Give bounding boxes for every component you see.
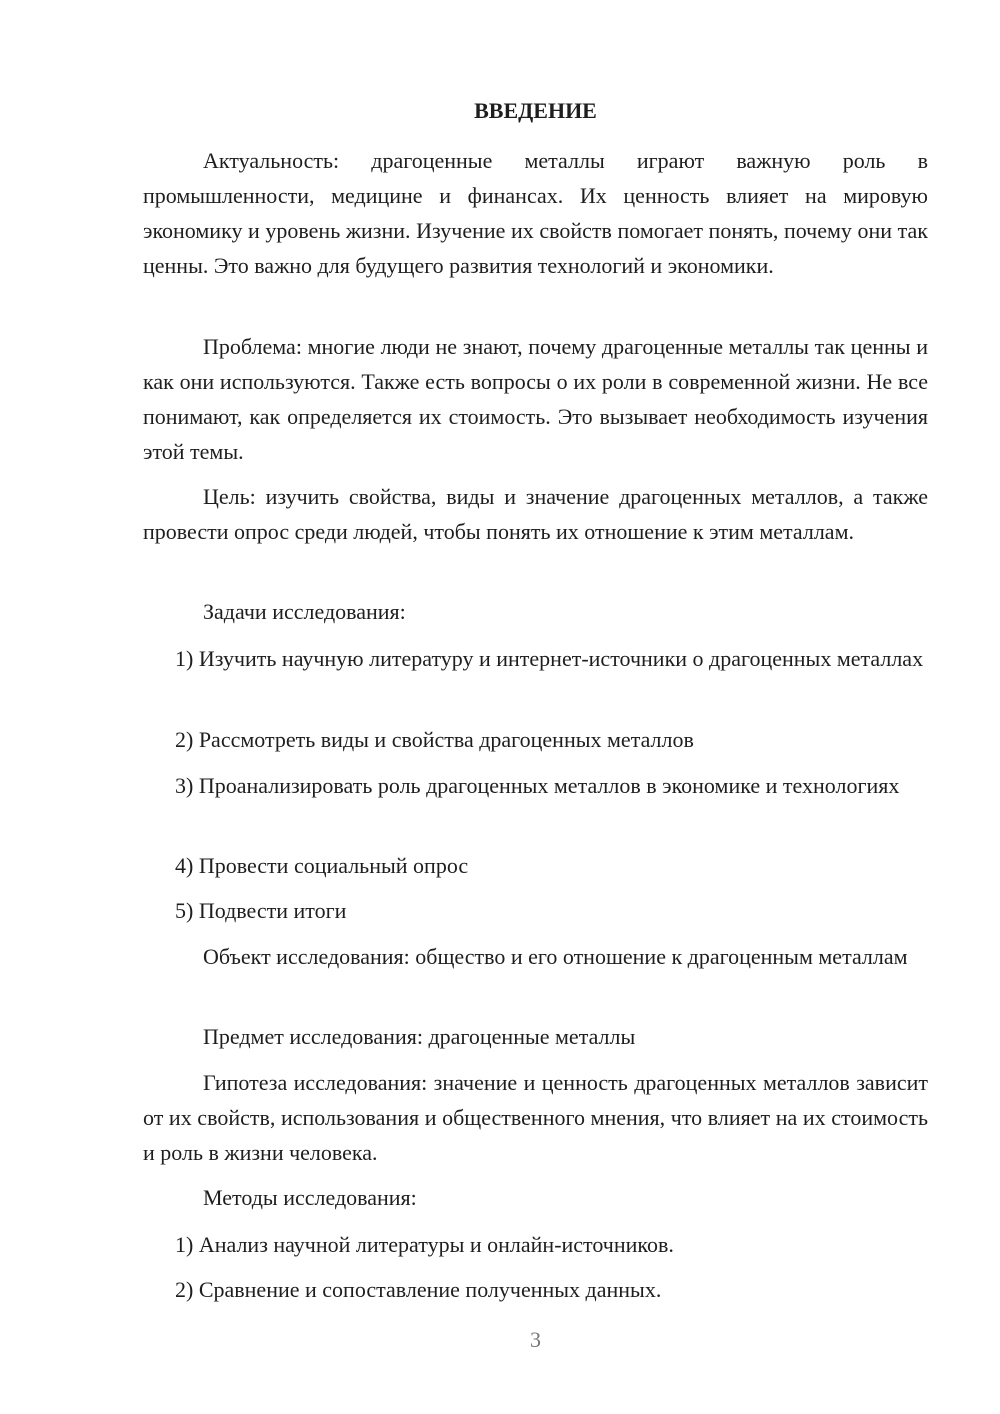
problem-paragraph: Проблема: многие люди не знают, почему драгоценные металлы так ценны и как они используются. Также есть вопросы о их роли в современной жизни. Не все понимают, как определяется их стоимость. Это вызывает необходимость изучения этой темы. [143, 334, 928, 464]
task-item-3: 3) Проанализировать роль драгоценных металлов в экономике и технологиях [175, 773, 900, 798]
tasks-heading: Задачи исследования: [203, 599, 406, 624]
page-number: 3 [530, 1327, 541, 1352]
object-paragraph: Объект исследования: общество и его отношение к драгоценным металлам [203, 944, 908, 969]
hypothesis-paragraph: Гипотеза исследования: значение и ценность драгоценных металлов зависит от их свойств, использования и общественного мнения, что влияет на их стоимость и роль в жизни человека. [143, 1070, 928, 1165]
task-item-4: 4) Провести социальный опрос [175, 853, 469, 878]
document-page [143, 0, 928, 1414]
relevance-paragraph: Актуальность: драгоценные металлы играют важную роль в промышленности, медицине и финансах. Их ценность влияет на мировую экономику и уровень жизни. Изучение их свойств помогает понять, почему они так ценны. Это важно для будущего развития технологий и экономики. [143, 148, 928, 278]
task-item-2: 2) Рассмотреть виды и свойства драгоценных металлов [175, 727, 694, 752]
subject-paragraph: Предмет исследования: драгоценные металлы [203, 1024, 636, 1049]
task-item-1: 1) Изучить научную литературу и интернет-источники о драгоценных металлах [175, 646, 924, 671]
methods-heading: Методы исследования: [203, 1185, 417, 1210]
goal-paragraph: Цель: изучить свойства, виды и значение драгоценных металлов, а также провести опрос среди людей, чтобы понять их отношение к этим металлам. [143, 484, 928, 544]
task-item-5: 5) Подвести итоги [175, 898, 347, 923]
method-item-2: 2) Сравнение и сопоставление полученных данных. [175, 1277, 662, 1302]
method-item-1: 1) Анализ научной литературы и онлайн-источников. [175, 1232, 674, 1257]
section-title: ВВЕДЕНИЕ [474, 98, 597, 123]
